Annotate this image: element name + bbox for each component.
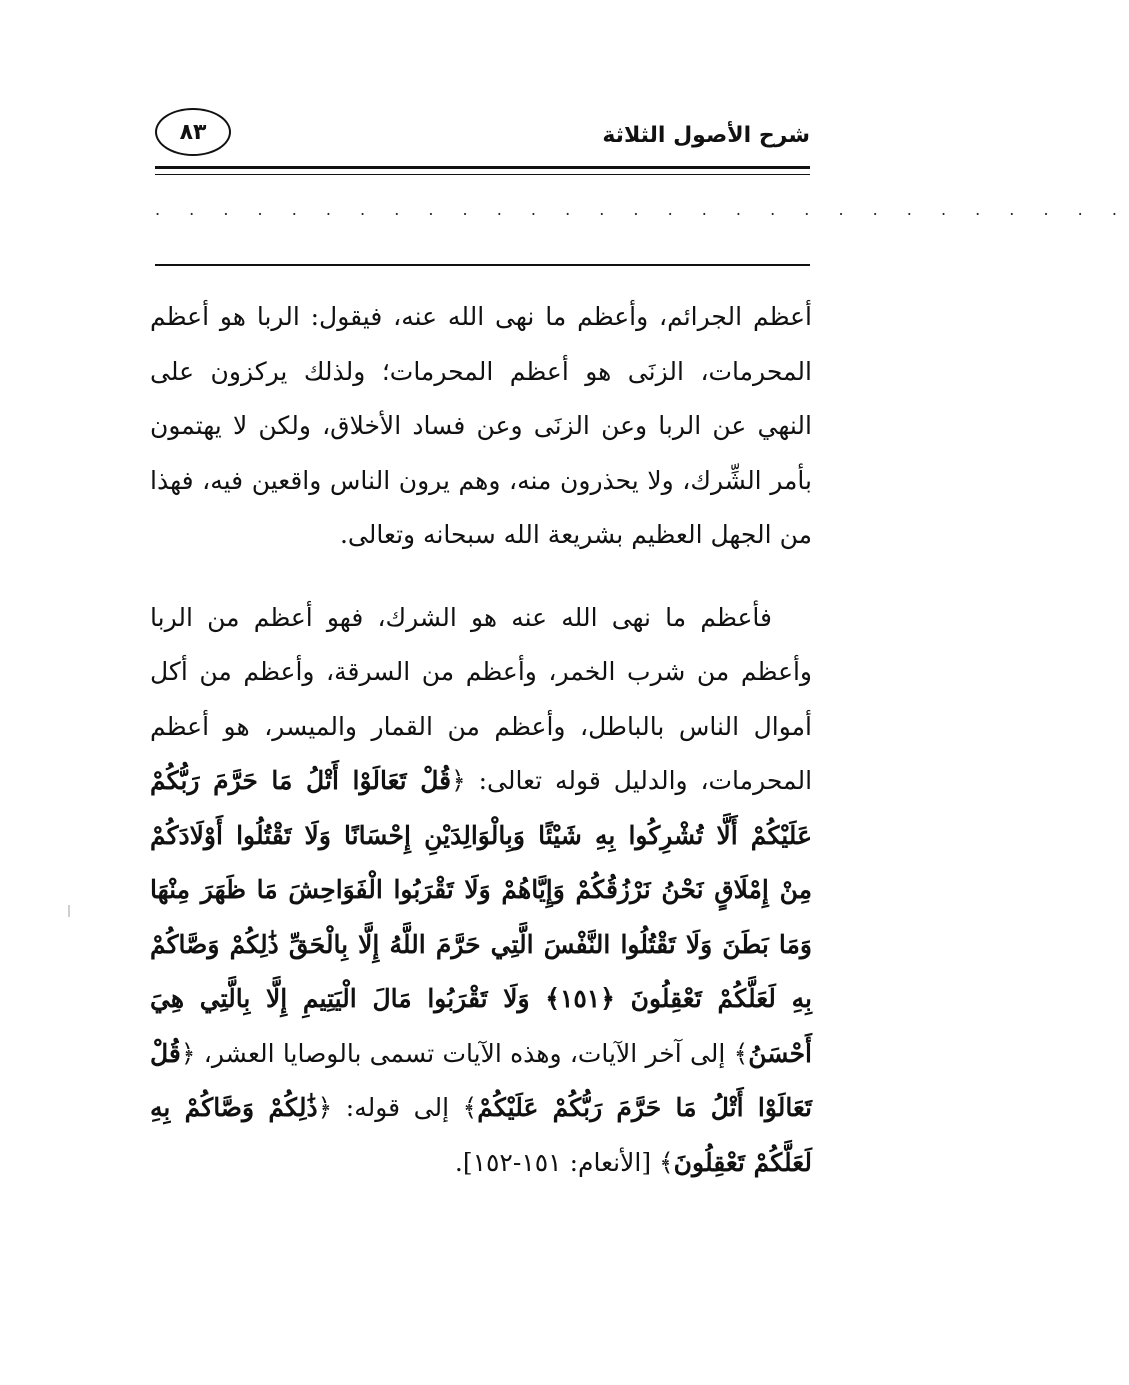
section-divider — [155, 264, 810, 266]
book-title: شرح الأصول الثلاثة — [602, 123, 810, 148]
paragraph-1: أعظم الجرائم، وأعظم ما نهى الله عنه، فيقول: الربا هو أعظم المحرمات، الزنَى هو أعظم المحرمات؛ ولذلك يركزون على النهي عن الربا وعن الزنَى وعن فساد الأخلاق، ولكن لا يهتمون بأمر الشِّرك، ولا يحذرون منه، وهم يرون الناس واقعين فيه، فهذا من الجهل العظيم بشريعة الله سبحانه وتعالى. — [150, 302, 812, 549]
quran-verse-2: قُلْ تَعَالَوْا أَتْلُ مَا حَرَّمَ رَبُّكُمْ عَلَيْكُمْ — [150, 1038, 812, 1122]
quran-verse-3: ذَٰلِكُمْ وَصَّاكُمْ بِهِ لَعَلَّكُمْ تَعْقِلُونَ — [150, 1093, 812, 1177]
header-rule-thin — [155, 174, 810, 175]
paragraph-2-intro: فأعظم ما نهى الله عنه هو الشرك، فهو أعظم من الربا وأعظم من شرب الخمر، وأعظم من السرقة، وأعظم من أكل أموال الناس بالباطل، وأعظم من القمار والميسر، هو أعظم المحرمات، والدليل قوله تعالى: ﴿ — [150, 602, 813, 795]
footnote-separator-dots: . . . . . . . . . . . . . . . . . . . . . . . . . . . . . — [155, 200, 1129, 219]
body-text — [150, 290, 812, 1190]
verse-citation: ﴾ [الأنعام: ١٥١-١٥٢]. — [454, 1147, 674, 1177]
page-header — [155, 108, 810, 168]
paragraph-2-middle: ﴾ إلى آخر الآيات، وهذه الآيات تسمى بالوصايا العشر، ﴿ — [180, 1038, 749, 1068]
margin-mark — [68, 905, 70, 917]
page-number: ٨٣ — [155, 108, 231, 156]
quran-verse-1: قُلْ تَعَالَوْا أَتْلُ مَا حَرَّمَ رَبُّكُمْ عَلَيْكُمْ أَلَّا تُشْرِكُوا بِهِ شَيْئًا وَبِالْوَالِدَيْنِ إِحْسَانًا وَلَا تَقْتُلُوا أَوْلَادَكُمْ مِنْ إِمْلَاقٍ نَحْنُ نَرْزُقُكُمْ وَإِيَّاهُمْ وَلَا تَقْرَبُوا الْفَوَاحِشَ مَا ظَهَرَ مِنْهَا وَمَا بَطَنَ وَلَا تَقْتُلُوا النَّفْسَ الَّتِي حَرَّمَ اللَّهُ إِلَّا بِالْحَقِّ ذَٰلِكُمْ وَصَّاكُمْ بِهِ لَعَلَّكُمْ تَعْقِلُونَ ﴿١٥١﴾ وَلَا تَقْرَبُوا مَالَ الْيَتِيمِ إِلَّا بِالَّتِي هِيَ أَحْسَنُ — [150, 766, 812, 1068]
paragraph-2 — [150, 591, 812, 1191]
paragraph-2-middle2: ﴾ إلى قوله: ﴿ — [317, 1093, 478, 1122]
header-rule-thick — [155, 166, 810, 169]
